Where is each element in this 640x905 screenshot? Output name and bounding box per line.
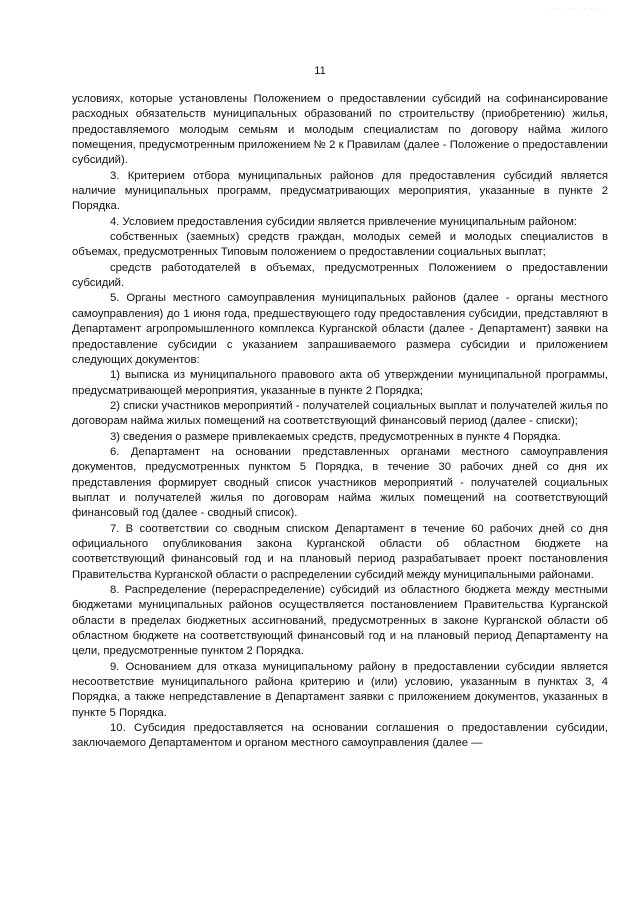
paragraph-10: 10. Субсидия предоставляется на основании соглашения о предоставлении субсидии, заключаемого Департаментом и органом местного самоуправления (далее —: [72, 722, 608, 750]
paragraph-6: 6. Департамент на основании представленных органами местного самоуправления документов, предусмотренных пунктом 5 Порядка, в течение 30 рабочих дней со дня их представления формирует сводный список участников мероприятий - получателей социальных выплат и получателей жилья по договорам найма жилых помещений на соответствующий финансовый год (далее - сводный список).: [72, 445, 608, 520]
paragraph-5-item-1: 1) выписка из муниципального правового акта об утверждении муниципальной программы, предусматривающей мероприятия, указанные в пункте 2 Порядка;: [72, 369, 608, 397]
header-mark: · ··· ·· ·· · ·· ·: [550, 6, 602, 12]
paragraph-5: 5. Органы местного самоуправления муниципальных районов (далее - органы местного самоуправления) до 1 июня года, предшествующего году предоставления субсидии, представляют в Департамент агропромышленного комплекса Курганской области (далее - Департамент) заявки на предоставление субсидии с указанием запрашиваемого размера субсидии и приложением следующих документов:: [72, 292, 608, 366]
page-number: 11: [314, 65, 326, 77]
paragraph-7: 7. В соответствии со сводным списком Департамент в течение 60 рабочих дней со дня официального опубликования закона Курганской области об областном бюджете на соответствующий финансовый год и на плановый период разрабатывает проект постановления Правительства Курганской области о распределении субсидий между муниципальными районами.: [72, 522, 608, 581]
paragraph-continuation: условиях, которые установлены Положением о предоставлении субсидий на софинансирование расходных обязательств муниципальных образований по строительству (приобретению) жилья, предоставляемого молодым семьям и молодым специалистам по договору найма жилого помещения, предусмотренным приложением № 2 к Правилам (далее - Положение о предоставлении субсидий).: [72, 93, 608, 167]
document-body: [72, 92, 608, 752]
paragraph-4-item-2: средств работодателей в объемах, предусмотренных Положением о предоставлении субсидий.: [72, 261, 608, 290]
paragraph-8: 8. Распределение (перераспределение) субсидий из областного бюджета между местными бюджетами муниципальных районов осуществляется постановлением Правительства Курганской области в пределах бюджетных ассигнований, предусмотренных в законе Курганской области об областном бюджете на соответствующий финансовый год и на плановый период Департаменту на цели, предусмотренные пунктом 2 Порядка.: [72, 584, 608, 658]
paragraph-5-item-2: 2) списки участников мероприятий - получателей социальных выплат и получателей жилья по договорам найма жилых помещений на соответствующий финансовый период (далее - списки);: [72, 399, 608, 428]
paragraph-5-item-3: 3) сведения о размере привлекаемых средств, предусмотренных в пункте 4 Порядка.: [110, 430, 561, 443]
paragraph-4-item-1: собственных (заемных) средств граждан, молодых семей и молодых специалистов в объемах, предусмотренных Типовым положением о предоставлении социальных выплат;: [72, 231, 608, 259]
paragraph-4: 4. Условием предоставления субсидии является привлечение муниципальным районом:: [110, 215, 578, 228]
paragraph-3: 3. Критерием отбора муниципальных районов для предоставления субсидий является наличие муниципальных программ, предусматривающих мероприятия, указанные в пункте 2 Порядка.: [72, 169, 608, 213]
paragraph-9: 9. Основанием для отказа муниципальному району в предоставлении субсидии является несоответствие муниципального района критерию и (или) условию, указанным в пунктах 3, 4 Порядка, а также непредставление в Департамент заявки с приложением документов, указанных в пункте 5 Порядка.: [72, 660, 608, 719]
